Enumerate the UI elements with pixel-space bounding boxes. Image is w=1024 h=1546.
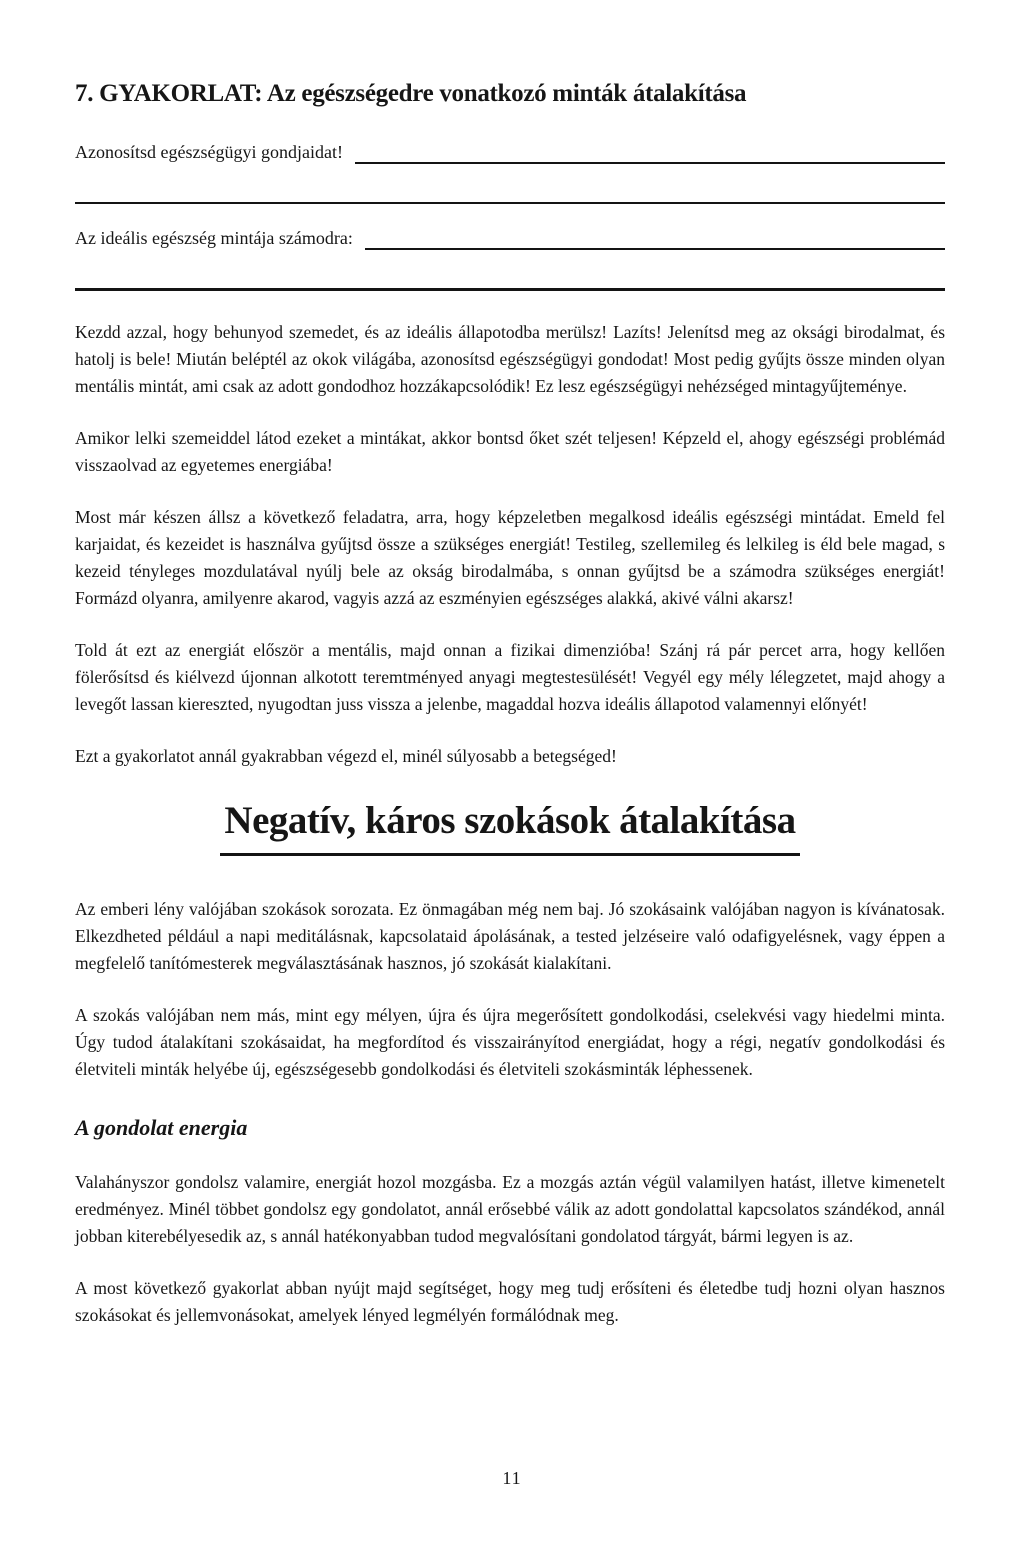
section-heading: Negatív, káros szokások átalakítása bbox=[220, 798, 799, 856]
exercise-instructions bbox=[75, 319, 945, 770]
form-field-health-problems bbox=[75, 140, 945, 164]
answer-line-continuation-2 bbox=[75, 288, 945, 291]
paragraph-exercise-1: Kezdd azzal, hogy behunyod szemedet, és az ideális állapotodba merülsz! Lazíts! Jelenítsd meg az oksági birodalmat, és hatolj is bele! Miután beléptél az okok világába, azonosítsd egészségügyi gondodat! Most pedig gyűjts össze minden olyan mentális mintát, ami csak az adott gondodhoz hozzákapcsolódik! Ez lesz egészségügyi nehézséged mintagyűjteménye. bbox=[75, 322, 945, 396]
section-heading-wrap bbox=[75, 798, 945, 856]
subsection-heading: A gondolat energia bbox=[75, 1115, 248, 1140]
page-number: 11 bbox=[502, 1468, 522, 1488]
form-field-health-problems-label: Azonosítsd egészségügyi gondjaidat! bbox=[75, 142, 343, 162]
answer-line-continuation-1 bbox=[75, 202, 945, 204]
form-field-ideal-health-pattern-answer-line bbox=[365, 227, 945, 250]
page-title: 7. GYAKORLAT: Az egészségedre vonatkozó minták átalakítása bbox=[75, 80, 747, 107]
paragraph-exercise-4: Told át ezt az energiát először a mentális, majd onnan a fizikai dimenzióba! Szánj rá pár percet arra, hogy kellően fölerősítsd és kiélvezd újonnan alkotott teremtményed anyagi megtestesülését! Vegyél egy mély lélegzetet, majd ahogy a levegőt lassan kiereszted, nyugodtan juss vissza a jelenbe, magaddal hozva ideális állapotod valamennyi előnyét! bbox=[75, 640, 945, 714]
form-field-ideal-health-pattern bbox=[75, 226, 945, 250]
form-field-health-problems-answer-line bbox=[355, 141, 945, 164]
subsection-body bbox=[75, 1169, 945, 1329]
paragraph-exercise-3: Most már készen állsz a következő feladatra, arra, hogy képzeletben megalkosd ideális egészségi mintádat. Emeld fel karjaidat, és kezeidet is használva gyűjtsd össze a szükséges energiát! Testileg, szellemileg és lelkileg is éld bele magad, s kezeid tényleges mozdulatával nyúlj bele az okság birodalmába, s onnan gyűjtsd be a számodra szükséges energiát! Formázd olyanra, amilyenre akarod, vagyis azzá az eszményien egészséges alakká, akivé válni akarsz! bbox=[75, 507, 945, 608]
paragraph-subsection-1: Valahányszor gondolsz valamire, energiát hozol mozgásba. Ez a mozgás aztán végül valamilyen hatást, illetve kimenetelt eredményez. Minél többet gondolsz egy gondolatot, annál erősebbé válik az adott gondolattal kapcsolatos szándékod, annál jobban kiterebélyesedik az, s annál hatékonyabban tudod megvalósítani gondolatod tárgyát, bármi legyen is az. bbox=[75, 1172, 945, 1246]
paragraph-section-2: A szokás valójában nem más, mint egy mélyen, újra és újra megerősített gondolkodási, cselekvési vagy hiedelmi minta. Úgy tudod átalakítani szokásaidat, ha megfordítod és visszairányítod energiádat, hogy a régi, negatív gondolkodási és életviteli minták helyébe új, egészségesebb gondolkodási és életviteli szokásminták léphessenek. bbox=[75, 1005, 945, 1079]
form-field-ideal-health-pattern-label: Az ideális egészség mintája számodra: bbox=[75, 228, 353, 248]
section-body bbox=[75, 896, 945, 1083]
paragraph-exercise-2: Amikor lelki szemeiddel látod ezeket a mintákat, akkor bontsd őket szét teljesen! Képzeld el, ahogy egészségi problémád visszaolvad az egyetemes energiába! bbox=[75, 428, 945, 475]
paragraph-exercise-5: Ezt a gyakorlatot annál gyakrabban végezd el, minél súlyosabb a betegséged! bbox=[75, 746, 617, 766]
paragraph-subsection-2: A most következő gyakorlat abban nyújt majd segítséget, hogy meg tudj erősíteni és életedbe tudj hozni olyan hasznos szokásokat és jellemvonásokat, amelyek lényed legmélyén formálódnak meg. bbox=[75, 1278, 945, 1325]
paragraph-section-1: Az emberi lény valójában szokások sorozata. Ez önmagában még nem baj. Jó szokásaink valójában nagyon is kívánatosak. Elkezdheted például a napi meditálásnak, kapcsolataid ápolásának, a tested jelzéseire való odafigyelésnek, vagy éppen a megfelelő tanítómesterek megválasztásának hasznos, jó szokását kialakítani. bbox=[75, 899, 945, 973]
